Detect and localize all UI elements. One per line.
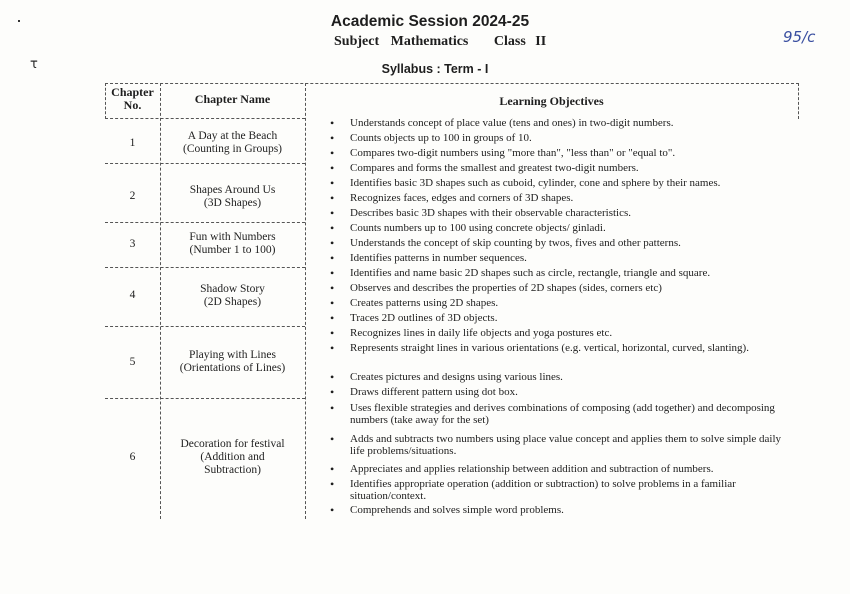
handwritten-note: 95/c: [783, 28, 816, 46]
list-item: • Adds and subtracts two numbers using place value concept and applies them to solve simple daily life problems/situations.: [330, 434, 798, 457]
chapter-name: Playing with Lines (Orientations of Lines): [179, 349, 286, 374]
chapter-no: 5: [129, 356, 136, 368]
list-item: • Represents straight lines in various orientations (e.g. vertical, horizontal, curved, slanting).: [330, 343, 798, 355]
list-item: • Identifies and name basic 2D shapes such as circle, rectangle, triangle and square.: [330, 268, 790, 280]
list-item: • Draws different pattern using dot box.: [330, 387, 790, 399]
list-item: • Recognizes faces, edges and corners of 3D shapes.: [330, 193, 790, 205]
chapter-no: 4: [129, 289, 136, 301]
list-item: • Traces 2D outlines of 3D objects.: [330, 313, 790, 325]
chapter-no: 2: [129, 190, 136, 202]
table-top-border: [105, 83, 799, 84]
stray-mark: [18, 20, 20, 22]
chapter-name: Decoration for festival (Addition and Subtraction): [180, 438, 285, 476]
list-item: • Comprehends and solves simple word problems.: [330, 505, 790, 517]
chapter-no: 6: [129, 451, 136, 463]
list-item: • Uses flexible strategies and derives combinations of composing (add together) and decomposing numbers (take away for the set): [330, 403, 798, 426]
chapter-no: 1: [129, 137, 136, 149]
row-divider: [105, 398, 305, 399]
chapter-name: Shadow Story (2D Shapes): [200, 283, 265, 308]
class-value: II: [535, 34, 547, 49]
row-divider: [105, 222, 305, 223]
list-item: • Observes and describes the properties of 2D shapes (sides, corners etc): [330, 283, 790, 295]
header-chapter-name: Chapter Name: [194, 92, 271, 106]
chapter-name: Fun with Numbers (Number 1 to 100): [189, 231, 276, 256]
list-item: • Appreciates and applies relationship between addition and subtraction of numbers.: [330, 464, 798, 476]
subject-label: Subject: [334, 34, 380, 49]
list-item: • Understands the concept of skip counting by twos, fives and other patterns.: [330, 238, 790, 250]
chapter-no: 3: [129, 238, 136, 250]
chapter-name: Shapes Around Us (3D Shapes): [189, 184, 276, 209]
list-item: • Compares two-digit numbers using "more than", "less than" or "equal to".: [330, 148, 790, 160]
list-item: • Compares and forms the smallest and greatest two-digit numbers.: [330, 163, 790, 175]
list-item: • Identifies basic 3D shapes such as cuboid, cylinder, cone and sphere by their names.: [330, 178, 790, 190]
row-divider: [105, 326, 305, 327]
list-item: • Recognizes lines in daily life objects and yoga postures etc.: [330, 328, 790, 340]
row-divider: [105, 163, 305, 164]
header-learning-objectives: Learning Objectives: [499, 94, 604, 108]
margin-mark: τ: [30, 57, 38, 72]
list-item: • Creates patterns using 2D shapes.: [330, 298, 790, 310]
subject-value: Mathematics: [390, 34, 469, 49]
list-item: • Creates pictures and designs using various lines.: [330, 372, 790, 384]
header-chapter-no: Chapter No.: [111, 85, 154, 112]
chapter-name: A Day at the Beach (Counting in Groups): [182, 130, 283, 155]
subject-line: [334, 34, 546, 50]
list-item: • Identifies patterns in number sequences.: [330, 253, 790, 265]
syllabus-heading: Syllabus : Term - I: [381, 62, 489, 76]
list-item: • Counts numbers up to 100 using concrete objects/ ginladi.: [330, 223, 790, 235]
list-item: • Describes basic 3D shapes with their observable characteristics.: [330, 208, 790, 220]
header-divider: [105, 118, 305, 119]
table-right-border: [798, 83, 799, 119]
list-item: • Identifies appropriate operation (addition or subtraction) to solve problems in a familiar situation/context.: [330, 479, 798, 502]
class-label: Class: [493, 34, 526, 49]
page-title: Academic Session 2024-25: [330, 13, 530, 30]
row-divider: [105, 267, 305, 268]
column-divider: [305, 83, 306, 519]
list-item: • Counts objects up to 100 in groups of 10.: [330, 133, 790, 145]
list-item: • Understands concept of place value (tens and ones) in two-digit numbers.: [330, 118, 790, 130]
